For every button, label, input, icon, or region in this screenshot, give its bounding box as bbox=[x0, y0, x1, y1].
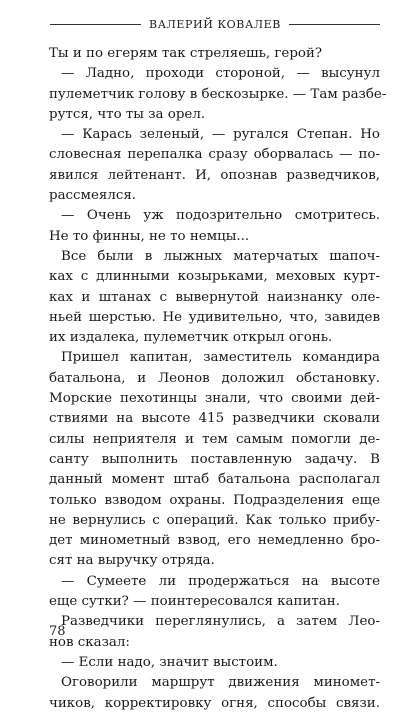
text-line: чиков, корректировку огня, способы связи. bbox=[49, 695, 380, 711]
text-line: Все были в лыжных матерчатых шапоч- bbox=[61, 248, 380, 264]
text-line: силы неприятеля и тем самым помогли де- bbox=[49, 431, 380, 447]
text-line: сят на выручку отряда. bbox=[49, 553, 215, 569]
text-line: Оговорили маршрут движения миномет- bbox=[61, 675, 380, 691]
text-line: — Очень уж подозрительно смотритесь. bbox=[61, 208, 380, 224]
text-line: не вернулись с операций. Как только прибу- bbox=[49, 512, 380, 528]
running-header bbox=[50, 14, 380, 34]
text-line: данный момент штаб батальона располагал bbox=[49, 472, 380, 488]
text-line: Ты и по егерям так стреляешь, герой? bbox=[49, 46, 323, 61]
text-line: пулеметчик голову в бескозырке. — Там разбе- bbox=[49, 86, 387, 102]
text-line: нов сказал: bbox=[49, 634, 130, 650]
text-line: Не то финны, не то немцы... bbox=[49, 228, 250, 244]
text-line: дет минометный взвод, его немедленно бро- bbox=[49, 533, 380, 549]
text-line: — Ладно, проходи стороной, — высунул bbox=[61, 66, 380, 82]
header-author-name: ВАЛЕРИЙ КОВАЛЕВ bbox=[149, 17, 281, 31]
text-line: словесная перепалка сразу оборвалась — по- bbox=[49, 147, 380, 163]
header-rule-right bbox=[289, 24, 380, 25]
text-line: — Если надо, значит выстоим. bbox=[61, 654, 278, 670]
text-line: только взводом охраны. Подразделения еще bbox=[49, 492, 380, 508]
text-line: явился лейтенант. И, опознав разведчиков, bbox=[49, 167, 380, 183]
text-line: Разведчики переглянулись, а затем Лео- bbox=[61, 614, 380, 630]
header-rule-left bbox=[50, 24, 141, 25]
text-line: ствиями на высоте 415 разведчики сковали bbox=[49, 411, 380, 427]
text-line: Морские пехотинцы знали, что своими дей- bbox=[49, 391, 380, 407]
text-line: Пришел капитан, заместитель командира bbox=[61, 350, 380, 366]
text-line: батальона, и Леонов доложил обстановку. bbox=[49, 370, 380, 386]
text-line: санту выполнить поставленную задачу. В bbox=[49, 451, 380, 467]
body-text bbox=[49, 44, 387, 714]
text-line: рутся, что ты за орел. bbox=[49, 106, 206, 122]
text-line: их издалека, пулеметчик открыл огонь. bbox=[49, 330, 333, 346]
text-line: — Карась зеленый, — ругался Степан. Но bbox=[61, 127, 380, 143]
text-line: ках с длинными козырьками, меховых курт- bbox=[49, 269, 380, 285]
text-line: еще сутки? — поинтересовался капитан. bbox=[49, 594, 340, 610]
text-line: ньей шерстью. Не удивительно, что, завидев bbox=[49, 309, 380, 325]
text-line: — Сумеете ли продержаться на высоте bbox=[61, 573, 380, 589]
text-line: ках и штанах с вывернутой наизнанку оле- bbox=[49, 289, 380, 305]
text-line: рассмеялся. bbox=[49, 188, 137, 204]
page-number: 78 bbox=[49, 624, 66, 639]
